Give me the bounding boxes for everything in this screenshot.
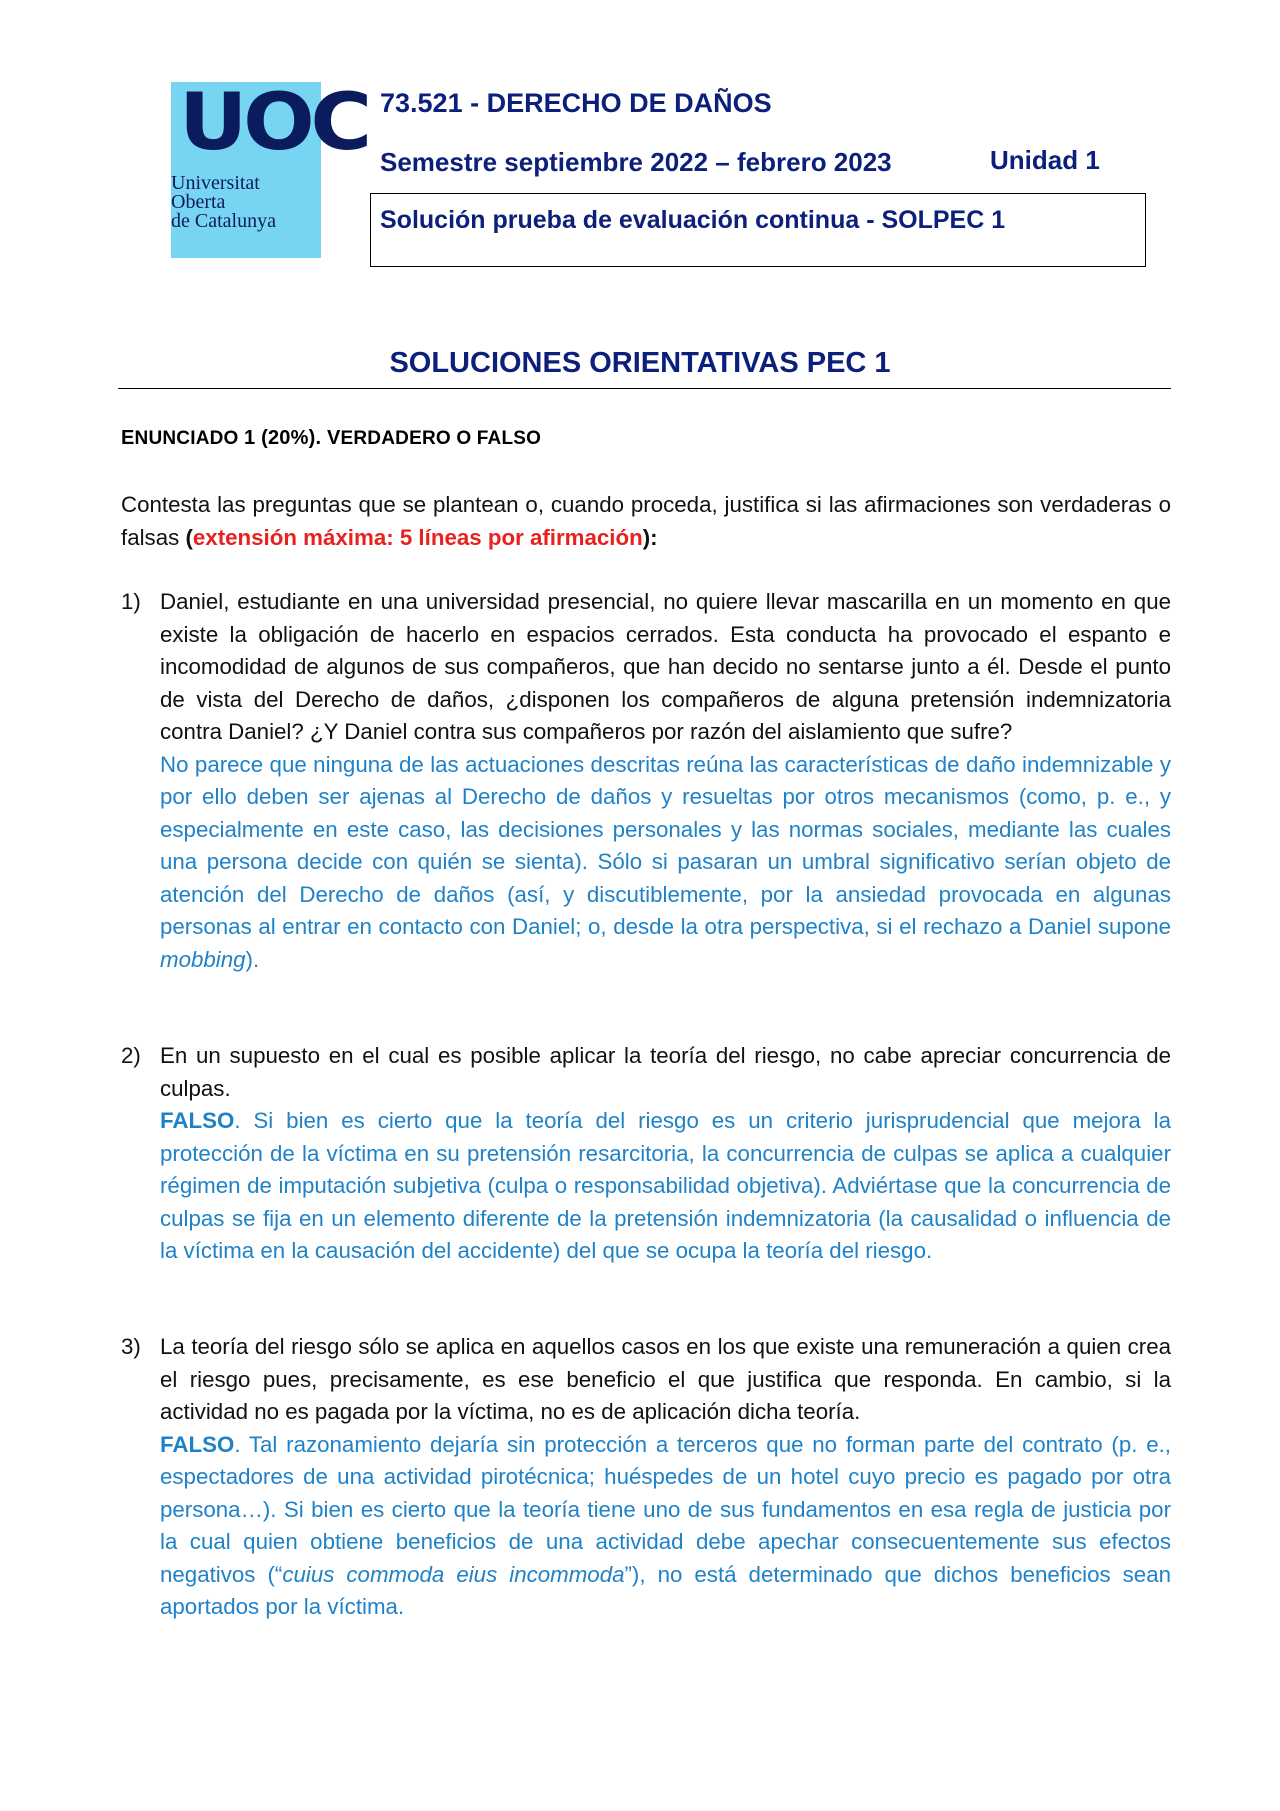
answer-text: No parece que ninguna de las actuaciones descritas reúna las características de daño indemnizable y por ello deben ser ajenas al Derecho de daños y resueltas por otros mecanismos (como, p. e., y especialmente en este caso, las decisiones personales y las normas sociales, mediante las cuales una persona decide con quién se sienta). Sólo si pasaran un umbral significativo serían objeto de atención del Derecho de daños (así, y discutiblemente, por la ansiedad provocada en algunas personas al entrar en contacto con Daniel; o, desde la otra perspectiva, si el rechazo a Daniel supone — [160, 751, 1171, 939]
answer-text-end: ). — [245, 946, 260, 972]
question-answer — [160, 1105, 1171, 1268]
answer-italic: mobbing — [160, 946, 246, 972]
semester-label: Semestre septiembre 2022 – febrero 2023 — [380, 147, 892, 177]
answer-verdict: FALSO — [160, 1108, 235, 1133]
question-body — [160, 1331, 1171, 1624]
question-body — [160, 586, 1171, 976]
enunciado-cap-v: V — [326, 427, 341, 449]
unit-label: Unidad 1 — [990, 145, 1100, 175]
enunciado-number: 1 (20%). — [244, 427, 327, 449]
intro-text: Contesta las preguntas que se plantean o, cuando proceda, justifica si las afirmaciones son verdaderas o falsas — [121, 492, 1171, 550]
question-statement: La teoría del riesgo sólo se aplica en aquellos casos en los que existe una remuneración a quien crea el riesgo pues, precisamente, es ese beneficio el que justifica que responda. En cambio, si la actividad no es pagada por la víctima, no es de aplicación dicha teoría. — [160, 1334, 1171, 1424]
intro-highlight: extensión máxima: 5 líneas por afirmación — [192, 524, 643, 550]
intro-open-paren: ( — [185, 524, 193, 550]
horizontal-rule — [118, 388, 1171, 389]
answer-text: . Tal razonamiento dejaría sin protección a terceros que no forman parte del contrato (p. e., espectadores de una actividad pirotécnica; huéspedes de un hotel cuyo precio es pagado por otra persona…). Si bien es cierto que la teoría tiene uno de sus fundamentos en esa regla de justicia por la cual quien obtiene beneficios de una actividad debe apechar consecuentemente sus efectos negativos (“ — [160, 1431, 1171, 1587]
answer-italic: cuius commoda eius incommoda — [282, 1561, 625, 1587]
intro-paragraph — [121, 489, 1171, 554]
uoc-logo — [171, 78, 368, 258]
header-box-title: Solución prueba de evaluación continua - SOLPEC 1 — [380, 206, 1006, 234]
question-statement: En un supuesto en el cual es posible aplicar la teoría del riesgo, no cabe apreciar concurrencia de culpas. — [160, 1043, 1171, 1101]
answer-text-end: ”), no está determinado que dichos beneficios sean aportados por la víctima. — [160, 1561, 1171, 1619]
logo-text — [171, 174, 276, 231]
logo-line-2: Oberta — [171, 191, 226, 213]
question-answer — [160, 1429, 1171, 1624]
intro-close-paren: ): — [642, 524, 658, 550]
header-box — [370, 193, 1146, 267]
enunciado-cap-e: E — [121, 427, 135, 449]
question-number: 2) — [121, 1043, 141, 1068]
logo-line-1: Universitat — [171, 172, 260, 194]
answer-verdict: FALSO — [160, 1431, 235, 1457]
logo-line-3: de Catalunya — [171, 210, 276, 232]
question-number: 1) — [121, 589, 141, 614]
enunciado-heading — [121, 427, 541, 450]
question-body — [160, 1040, 1171, 1268]
course-title: 73.521 - DERECHO DE DAÑOS — [380, 88, 772, 118]
enunciado-rest: NUNCIADO — [134, 428, 245, 449]
question-number: 3) — [121, 1334, 141, 1359]
enunciado-type: ERDADERO O FALSO — [340, 428, 542, 449]
answer-text: . Si bien es cierto que la teoría del riesgo es un criterio jurisprudencial que mejora la protección de la víctima en su pretensión resarcitoria, la concurrencia de culpas se aplica a cualquier régimen de imputación subjetiva (culpa o responsabilidad objetiva). Adviértase que la concurrencia de culpas se fija en un elemento diferente de la pretensión indemnizatoria (la causalidad o influencia de la víctima en la causación del accidente) del que se ocupa la teoría del riesgo. — [160, 1108, 1171, 1263]
question-answer — [160, 749, 1171, 977]
logo-mark: UOC — [179, 78, 368, 168]
question-statement: Daniel, estudiante en una universidad presencial, no quiere llevar mascarilla en un momento en que existe la obligación de hacerlo en espacios cerrados. Esta conducta ha provocado el espanto e incomodidad de algunos de sus compañeros, que han decido no sentarse junto a él. Desde el punto de vista del Derecho de daños, ¿disponen los compañeros de alguna pretensión indemnizatoria contra Daniel? ¿Y Daniel contra sus compañeros por razón del aislamiento que sufre? — [160, 589, 1171, 744]
section-title: SOLUCIONES ORIENTATIVAS PEC 1 — [389, 347, 891, 379]
